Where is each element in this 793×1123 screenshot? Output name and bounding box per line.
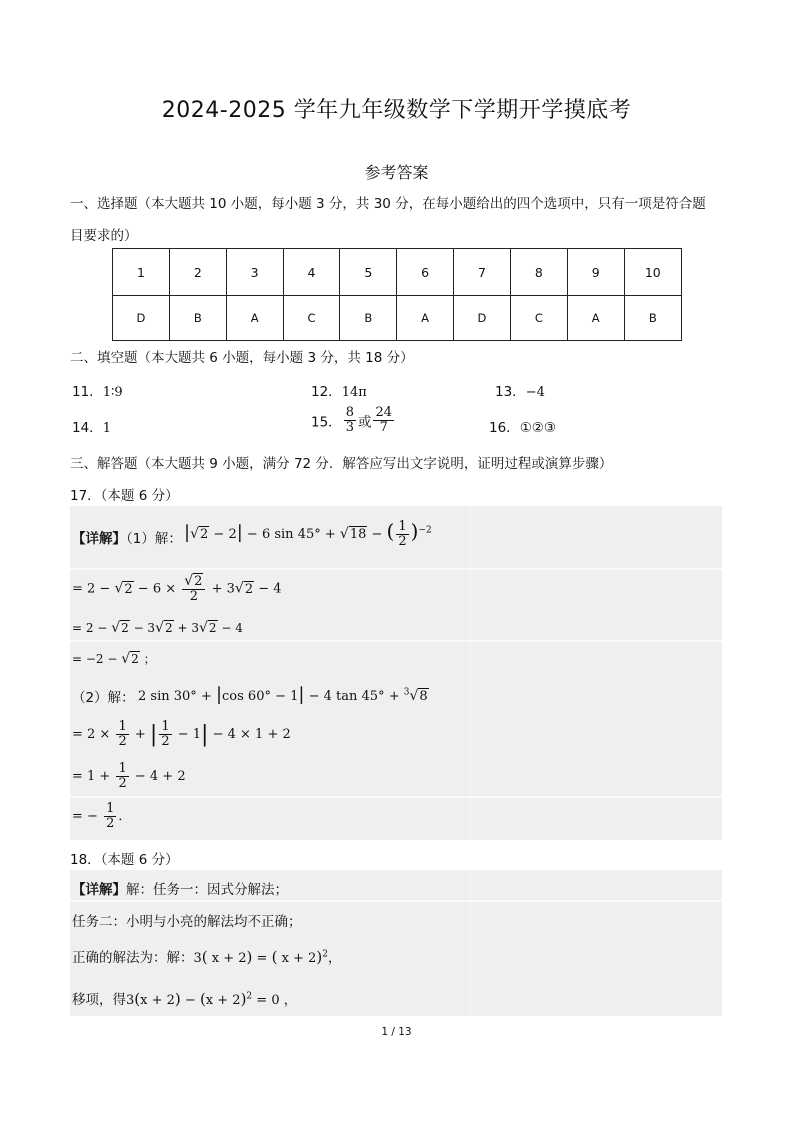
- period: ．: [118, 809, 132, 824]
- part-label: （1）解：: [126, 531, 182, 547]
- q17-part2-step3: = 1 + $\frac{1}{2}$ − 4 + 2: [72, 761, 186, 791]
- answer-value: −4: [525, 385, 545, 400]
- answer-value: 14π: [341, 385, 367, 400]
- numerator: 8: [345, 405, 354, 420]
- q17-part1-line: [72, 527, 182, 547]
- answer-cell: B: [169, 296, 226, 341]
- answer-value: 1: [102, 421, 111, 436]
- question-number: 2: [169, 249, 226, 296]
- fill-answer-13: [495, 380, 545, 400]
- q17-part1-expression: |√2 − 2| − 6 sin 45° + √18 − ( $\frac{1}{2}$ )$^{-2}$: [184, 519, 432, 549]
- question-label: 15．: [311, 414, 342, 431]
- q17-step2: = 2 − √2 − 6 × $\frac{√2}{2}$ + 3√2 − 4: [72, 573, 282, 604]
- answer-cell: B: [624, 296, 681, 341]
- transpose-text: 移项，得: [72, 992, 126, 1008]
- fill-answer-11: [72, 380, 123, 400]
- row-divider: [70, 796, 722, 798]
- answer-value: 1∶9: [102, 385, 123, 400]
- question-number: 4: [283, 249, 340, 296]
- q18-line4: 移项，得$3(x + 2) - (x + 2)^2 = 0$ ，: [72, 990, 297, 1008]
- question-17-title: 17．（本题 6 分）: [70, 488, 179, 504]
- fill-answer-14: [72, 416, 111, 436]
- question-number: 7: [454, 249, 511, 296]
- q17-part2-line: [72, 686, 135, 706]
- task-one-text: 解：任务一：因式分解法；: [126, 882, 288, 898]
- question-number: 9: [567, 249, 624, 296]
- section1-heading: 一、选择题（本大题共 10 小题，每小题 3 分，共 30 分，在每小题给出的四个选项中，只有一项是符合题: [70, 196, 706, 212]
- question-number: 1: [113, 249, 170, 296]
- answer-cell: C: [510, 296, 567, 341]
- answer-cell: C: [283, 296, 340, 341]
- q17-step4: = −2 − √2 ；: [72, 651, 156, 667]
- section3-heading: 三、解答题（本大题共 9 小题，满分 72 分．解答应写出文字说明，证明过程或演算步骤）: [70, 456, 613, 472]
- page-title: 2024-2025 学年九年级数学下学期开学摸底考: [161, 98, 632, 123]
- question-number: 10: [624, 249, 681, 296]
- answer-cell: A: [567, 296, 624, 341]
- fill-answer-15: [311, 406, 396, 435]
- answer-table-answer-row: [113, 296, 682, 341]
- answer-cell: D: [113, 296, 170, 341]
- row-divider: [70, 900, 722, 902]
- question-label: 16．: [489, 420, 520, 436]
- fraction: [373, 406, 394, 435]
- detail-tag: 【详解】: [72, 531, 126, 547]
- question-label: 11．: [72, 384, 103, 400]
- part-label: （2）解：: [72, 690, 135, 706]
- denominator: 3: [345, 420, 354, 435]
- correct-solution-text: 正确的解法为：解：: [72, 950, 194, 966]
- or-text: 或: [357, 414, 372, 431]
- denominator: 7: [379, 420, 388, 435]
- q17-step3: = 2 − √2 − 3√2 + 3√2 − 4: [72, 620, 243, 636]
- q18-line3: 正确的解法为：解：3( x + 2) = ( x + 2)$^2$，: [72, 948, 341, 966]
- numerator: 24: [375, 405, 393, 420]
- q18-line1: [72, 878, 288, 898]
- section2-heading: 二、填空题（本大题共 6 小题，每小题 3 分，共 18 分）: [70, 350, 414, 366]
- fill-answer-12: [311, 380, 367, 400]
- answer-cell: A: [226, 296, 283, 341]
- question-label: 14．: [72, 420, 103, 436]
- fill-answer-16: [489, 416, 556, 436]
- row-divider: [70, 568, 722, 570]
- section1-heading-cont: 目要求的）: [70, 228, 138, 244]
- answer-cell: A: [397, 296, 454, 341]
- row-divider: [70, 640, 722, 642]
- q17-part2-step2: = 2 × $\frac{1}{2}$ + | $\frac{1}{2}$ − 1| − 4 × 1 + 2: [72, 719, 291, 749]
- column-divider: [470, 870, 471, 1016]
- question-label: 13．: [495, 384, 526, 400]
- answer-table-number-row: [113, 249, 682, 296]
- question-18-title: 18．（本题 6 分）: [70, 852, 179, 868]
- page-number: 1 / 13: [381, 1026, 412, 1038]
- question-label: 12．: [311, 384, 342, 400]
- answer-cell: B: [340, 296, 397, 341]
- page-subtitle: 参考答案: [364, 163, 429, 182]
- question-number: 6: [397, 249, 454, 296]
- answer-cell: D: [454, 296, 511, 341]
- q18-line2: 任务二：小明与小亮的解法均不正确；: [72, 914, 302, 930]
- fraction: [344, 406, 356, 435]
- q17-part2-expression: 2 sin 30° + |cos 60° − 1| − 4 tan 45° + $^3$√8: [138, 684, 428, 705]
- column-divider: [470, 506, 471, 840]
- question-number: 5: [340, 249, 397, 296]
- question-number: 3: [226, 249, 283, 296]
- question-number: 8: [510, 249, 567, 296]
- answer-table: [112, 248, 682, 341]
- detail-tag: 【详解】: [72, 882, 126, 898]
- q17-part2-result: = − $\frac{1}{2}$ ．: [72, 801, 132, 831]
- answer-value: ①②③: [519, 420, 556, 436]
